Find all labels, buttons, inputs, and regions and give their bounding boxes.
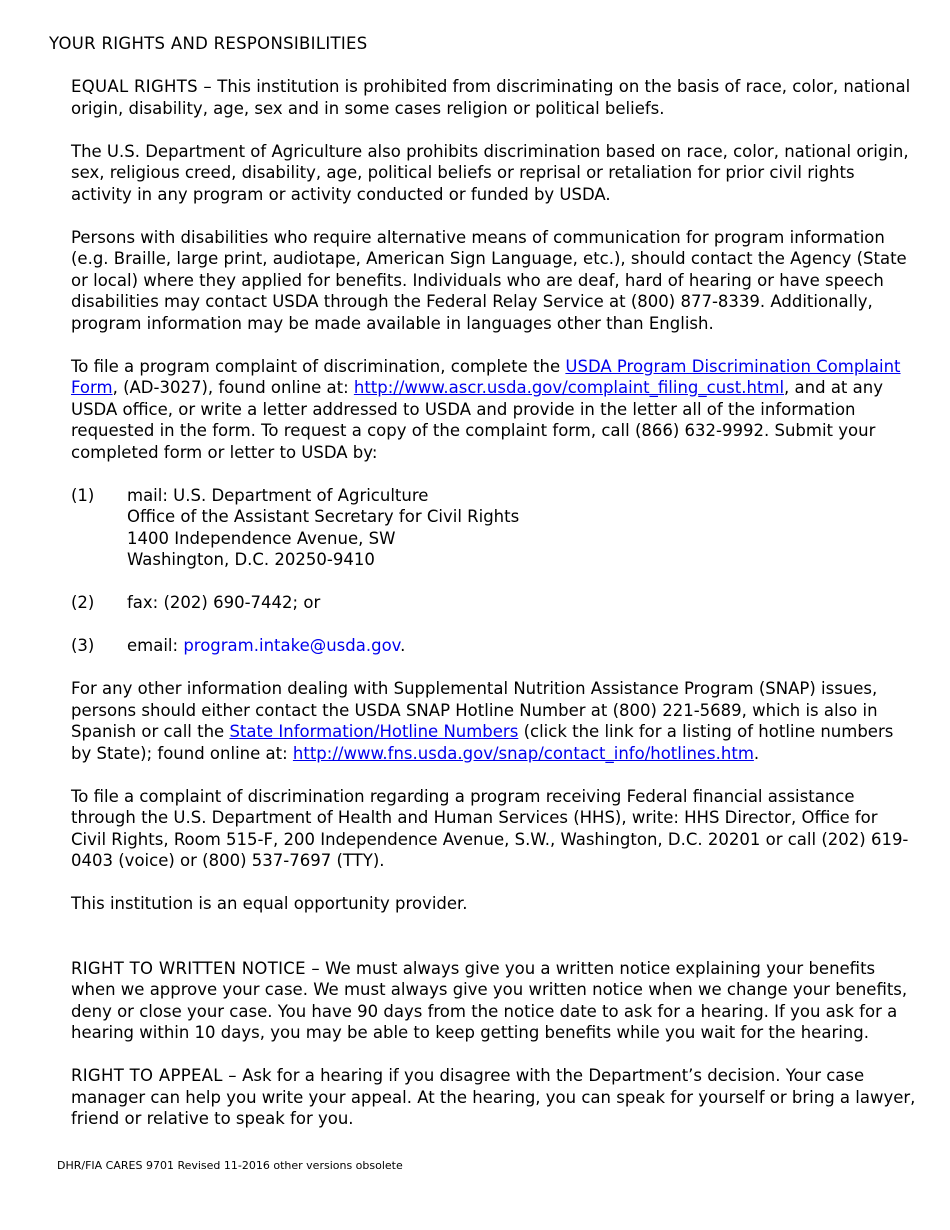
page-title: YOUR RIGHTS AND RESPONSIBILITIES [49,34,368,53]
disabilities-paragraph: Persons with disabilities who require alternative means of communication for program information (e.g. Braille, large print, audiotape, American Sign Language, etc.), should contact the Agency (State or local) where they applied for benefits. Individuals who are deaf, hard of hearing or have speech disabilities may contact USDA through the Federal Relay Service at (800) 877-8339. Additionally, program information may be made available in languages other than English. [71,227,907,333]
mail-line-2: Office of the Assistant Secretary for Civil Rights [127,507,520,526]
snap-text-1: For any other information dealing with Supplemental Nutrition Assistance Program (SNAP) issues, persons should either contact the USDA SNAP Hotline Number at (800) 221-5689, which is also in Spanish or call the [71,679,878,741]
submit-list-item-mail [71,485,917,571]
email-suffix: . [400,636,406,655]
submit-list-item-fax [71,592,917,614]
written-notice-text: We must always give you a written notice explaining your benefits when we approve your case. We must always give you written notice when we change your benefits, deny or close your case. You have 90 days from the notice date to ask for a hearing. If you ask for a hearing within 10 days, you may be able to keep getting benefits while you wait for the hearing. [71,958,908,1042]
fax-text: fax: (202) 690-7442; or [127,593,321,612]
appeal-paragraph [71,1065,917,1130]
appeal-heading: RIGHT TO APPEAL – [71,1066,237,1085]
complaint-text-2: , (AD-3027), found online at: [112,378,354,397]
list-number: (1) [71,485,95,505]
form-footer: DHR/FIA CARES 9701 Revised 11-2016 other versions obsolete [57,1159,403,1172]
complaint-text-3: , and at any USDA office, or write a letter addressed to USDA and provide in the letter all of the information requested in the form. To request a copy of the complaint form, call (866) 632-9992. Submit your completed form or letter to USDA by: [71,378,883,462]
email-link[interactable]: program.intake@usda.gov [183,636,401,655]
snap-text-2: (click the link for a listing of hotline numbers by State); found online at: [71,722,894,763]
list-number: (3) [71,636,95,655]
usda-paragraph: The U.S. Department of Agriculture also prohibits discrimination based on race, color, national origin, sex, religious creed, disability, age, political beliefs or reprisal or retaliation for prior civil rights activity in any program or activity conducted or funded by USDA. [71,141,909,204]
snap-hotlines-url-link[interactable]: http://www.fns.usda.gov/snap/contact_info/hotlines.htm [292,743,754,763]
mail-address [127,485,917,571]
section-spacer [71,936,917,958]
complaint-url-link[interactable]: http://www.ascr.usda.gov/complaint_filing_cust.html [353,378,785,397]
hhs-paragraph: To file a complaint of discrimination regarding a program receiving Federal financial assistance through the U.S. Department of Health and Human Services (HHS), write: HHS Director, Office for Civil Rights, Room 515-F, 200 Independence Avenue, S.W., Washington, D.C. 20201 or call (202) 619-0403 (voice) or (800) 537-7697 (TTY). [71,786,909,870]
complaint-text-1: To file a program complaint of discrimination, complete the [71,356,566,376]
equal-opportunity-statement: This institution is an equal opportunity provider. [71,894,468,913]
hotline-numbers-link[interactable]: State Information/Hotline Numbers [229,722,519,741]
complaint-paragraph [71,356,917,464]
equal-rights-paragraph [71,76,917,119]
list-number: (2) [71,593,95,612]
complaint-form-link[interactable]: USDA Program Discrimination Complaint Form [71,356,901,397]
equal-rights-heading: EQUAL RIGHTS – [71,77,212,96]
email-prefix: email: [127,636,184,655]
snap-paragraph [71,678,917,764]
written-notice-paragraph [71,958,917,1044]
written-notice-heading: RIGHT TO WRITTEN NOTICE – [71,958,320,978]
appeal-text: Ask for a hearing if you disagree with the Department’s decision. Your case manager can help you write your appeal. At the hearing, you can speak for yourself or bring a lawyer, friend or relative to speak for you. [71,1066,916,1128]
submit-list-item-email [71,635,917,657]
document-body [71,76,917,1151]
mail-line-1: mail: U.S. Department of Agriculture [127,485,429,505]
snap-text-3: . [753,743,760,763]
email-line [127,635,917,657]
mail-line-3: 1400 Independence Avenue, SW [127,528,396,548]
equal-rights-text: This institution is prohibited from discriminating on the basis of race, color, national origin, disability, age, sex and in some cases religion or political beliefs. [71,77,911,118]
mail-line-4: Washington, D.C. 20250-9410 [127,550,375,569]
